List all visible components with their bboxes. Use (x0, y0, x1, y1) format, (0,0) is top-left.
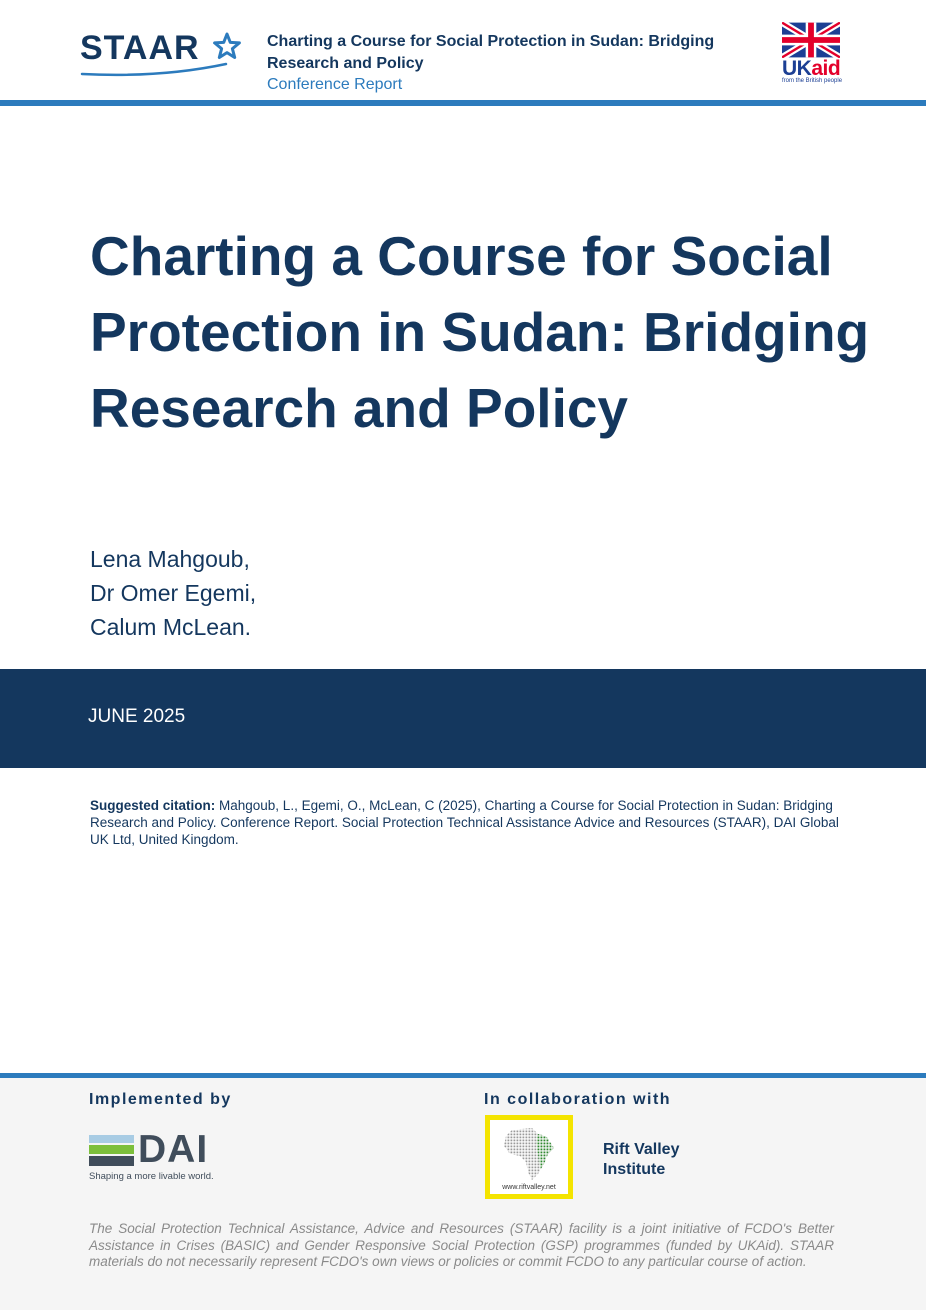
author-name: Lena Mahgoub, (90, 546, 250, 572)
footer-divider (0, 1073, 926, 1078)
author-list (90, 542, 590, 644)
dai-tagline: Shaping a more livable world. (89, 1171, 214, 1182)
rift-valley-url: www.riftvalley.net (502, 1184, 556, 1191)
dai-wordmark: DAI (138, 1128, 209, 1171)
africa-map-icon (498, 1124, 560, 1184)
publication-date: JUNE 2025 (88, 706, 186, 727)
rift-valley-name: Rift Valley Institute (603, 1141, 680, 1178)
rift-valley-logo (485, 1115, 573, 1199)
page-header (0, 0, 926, 107)
disclaimer-text: The Social Protection Technical Assistance, Advice and Resources (STAAR) facility is a joint initiative of FCDO's Better Assistance in Crises (BASIC) and Gender Responsive Social Protection (GSP) programmes (funded by UKAid). STAAR materials do not necessarily represent FCDO's own views or policies or commit FCDO to any particular course of action. (89, 1221, 834, 1269)
suggested-citation (90, 797, 840, 848)
ukaid-tagline: from the British people (782, 78, 843, 84)
ukaid-logo (782, 22, 843, 87)
dai-stripes-icon (89, 1135, 134, 1167)
header-titles (267, 31, 747, 94)
date-banner (0, 669, 926, 768)
page-title: Charting a Course for Social Protection in Sudan: Bridging Research and Policy (90, 225, 870, 439)
header-divider (0, 100, 926, 106)
author-name: Calum McLean. (90, 614, 252, 640)
swoosh-decoration-icon (80, 60, 230, 78)
citation-text: Mahgoub, L., Egemi, O., McLean, C (2025), Charting a Course for Social Protection in Sudan: Bridging Research and Policy. Conference Report. Social Protection Technical Assistance Advice and Resources (STAAR), DAI Global UK Ltd, United Kingdom. (90, 798, 839, 847)
collaboration-label: In collaboration with (484, 1091, 672, 1108)
staar-logo-text: STAAR (80, 29, 200, 67)
dai-logo (89, 1128, 224, 1185)
union-flag-icon (782, 22, 840, 58)
author-name: Dr Omer Egemi, (90, 580, 257, 606)
ukaid-wordmark: UKaid (782, 57, 841, 80)
implemented-by-label: Implemented by (89, 1091, 232, 1108)
star-icon (213, 32, 241, 60)
page-footer (0, 1073, 926, 1310)
staar-logo (80, 30, 245, 80)
citation-label: Suggested citation: (90, 798, 216, 813)
header-report-type: Conference Report (267, 76, 403, 93)
header-report-title: Charting a Course for Social Protection in Sudan: Bridging Research and Policy (267, 33, 715, 72)
